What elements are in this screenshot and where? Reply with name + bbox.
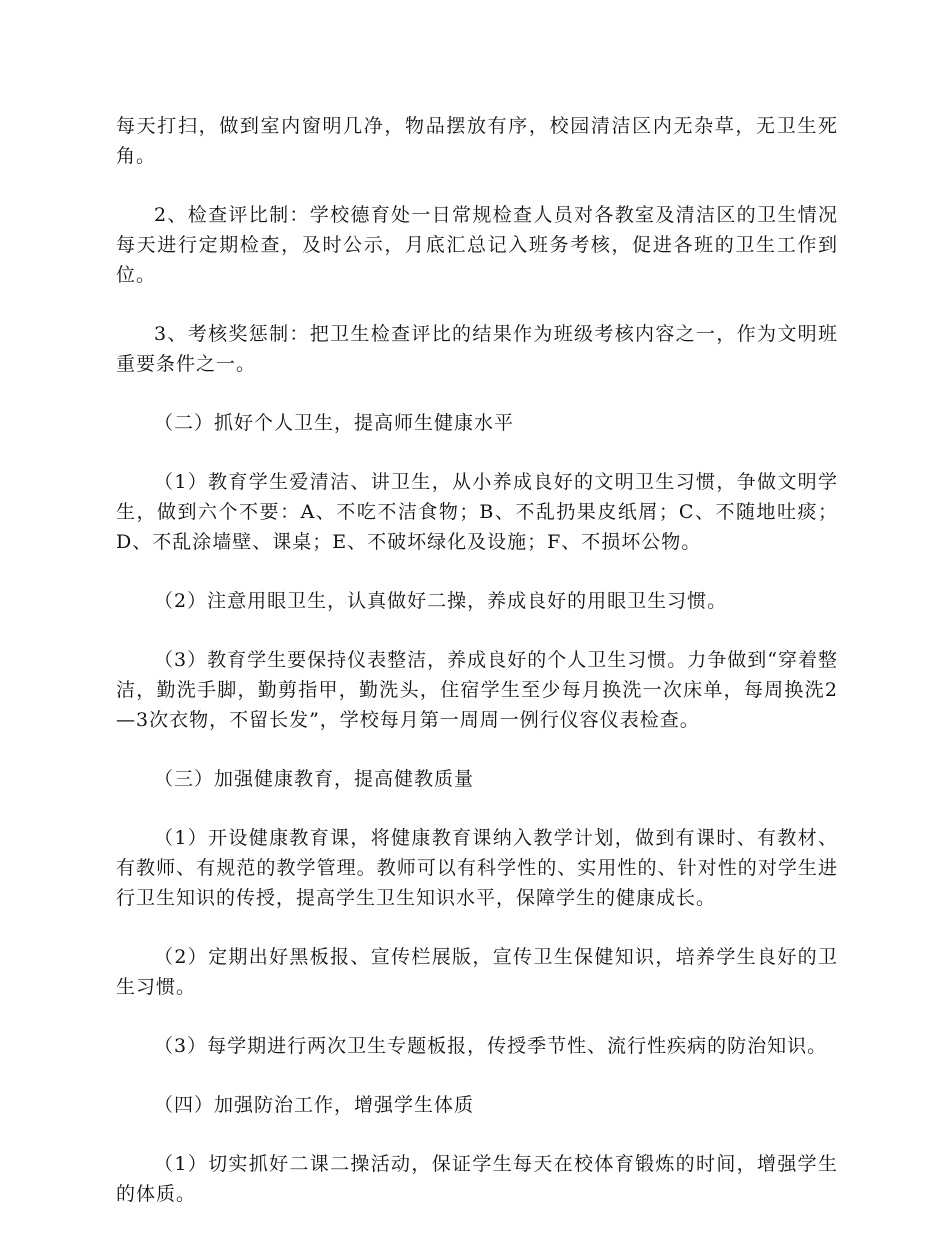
paragraph-inspection-rule: 2、检查评比制：学校德育处一日常规检查人员对各教室及清洁区的卫生情况每天进行定期检查，及时公示，月底汇总记入班务考核，促进各班的卫生工作到位。 — [116, 204, 838, 286]
paragraph-continuation: 每天打扫，做到室内窗明几净，物品摆放有序，校园清洁区内无杂草，无卫生死角。 — [116, 115, 838, 167]
document-body — [116, 111, 838, 1238]
paragraph-special-boards: （3）每学期进行两次卫生专题板报，传授季节性、流行性疾病的防治知识。 — [154, 1035, 828, 1057]
paragraph-hygiene-habits: （1）教育学生爱清洁、讲卫生，从小养成良好的文明卫生习惯，争做文明学生，做到六个不要：A、不吃不洁食物；B、不乱扔果皮纸屑；C、不随地吐痰；D、不乱涂墙壁、课桌；E、不破坏绿化及设施；F、不损坏公物。 — [116, 471, 838, 553]
section-heading-prevention: （四）加强防治工作，增强学生体质 — [154, 1094, 475, 1116]
paragraph-physical-activity: （1）切实抓好二课二操活动，保证学生每天在校体育锻炼的时间，增强学生的体质。 — [116, 1153, 838, 1205]
paragraph-assessment-rule: 3、考核奖惩制：把卫生检查评比的结果作为班级考核内容之一，作为文明班重要条件之一。 — [116, 323, 838, 375]
section-heading-personal-hygiene: （二）抓好个人卫生，提高师生健康水平 — [154, 412, 515, 434]
paragraph-health-course: （1）开设健康教育课，将健康教育课纳入教学计划，做到有课时、有教材、有教师、有规范的教学管理。教师可以有科学性的、实用性的、针对性的对学生进行卫生知识的传授，提高学生卫生知识水平，保障学生的健康成长。 — [116, 827, 838, 909]
paragraph-appearance: （3）教育学生要保持仪表整洁，养成良好的个人卫生习惯。力争做到“穿着整洁，勤洗手脚，勤剪指甲，勤洗头，住宿学生至少每月换洗一次床单，每周换洗2—3次衣物，不留长发”，学校每月第一周周一例行仪容仪表检查。 — [116, 649, 838, 731]
section-heading-health-education: （三）加强健康教育，提高健教质量 — [154, 768, 475, 790]
paragraph-blackboard: （2）定期出好黑板报、宣传栏展版，宣传卫生保健知识，培养学生良好的卫生习惯。 — [116, 946, 838, 998]
paragraph-eye-hygiene: （2）注意用眼卫生，认真做好二操，养成良好的用眼卫生习惯。 — [154, 590, 728, 612]
